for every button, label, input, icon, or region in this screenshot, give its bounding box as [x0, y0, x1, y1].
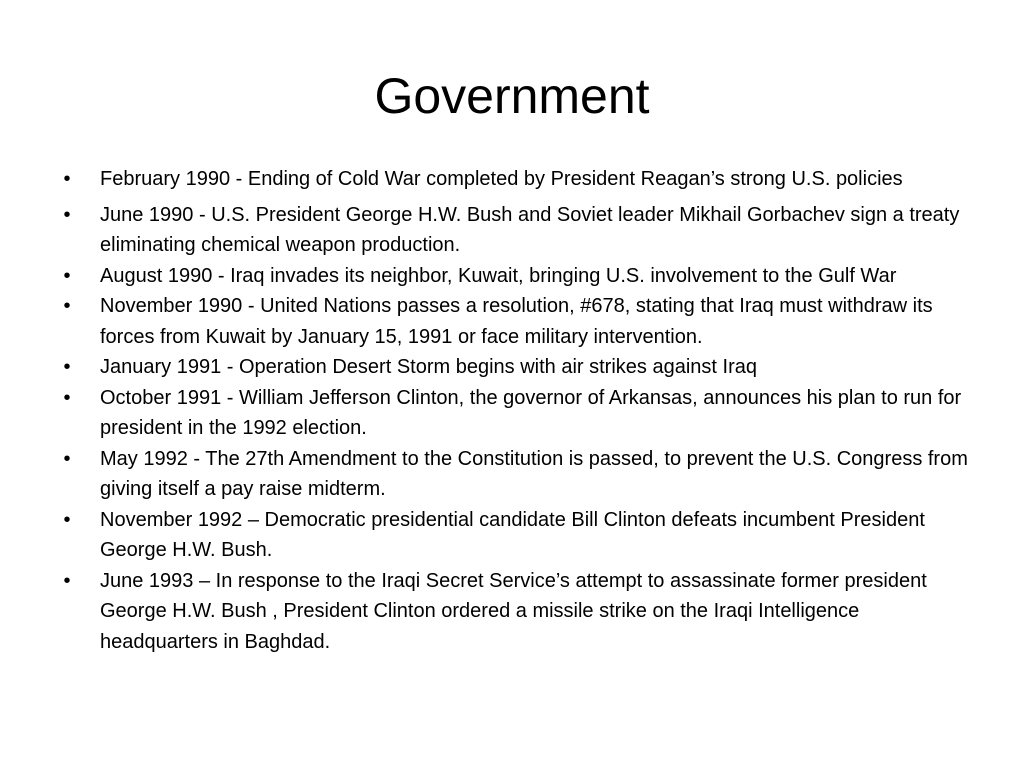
bullet-item: [58, 566, 974, 658]
bullet-text: May 1992 - The 27th Amendment to the Constitution is passed, to prevent the U.S. Congress from giving itself a pay raise midterm.: [100, 447, 968, 500]
bullet-item: [58, 444, 974, 505]
bullet-item: [58, 352, 974, 383]
bullet-item: [58, 261, 974, 292]
bullet-item: [58, 505, 974, 566]
bullet-icon: •: [63, 168, 71, 190]
bullet-list: [58, 164, 974, 657]
bullet-icon: •: [63, 356, 71, 378]
bullet-item: [58, 164, 974, 195]
bullet-item: [58, 200, 974, 261]
bullet-icon: •: [63, 295, 71, 317]
bullet-text: October 1991 - William Jefferson Clinton, the governor of Arkansas, announces his plan to run for president in the 1992 election.: [100, 386, 962, 439]
bullet-item: [58, 291, 974, 352]
bullet-icon: •: [63, 386, 71, 409]
bullet-text: November 1992 – Democratic presidential candidate Bill Clinton defeats incumbent President George H.W. Bush.: [100, 508, 925, 561]
bullet-text: June 1990 - U.S. President George H.W. Bush and Soviet leader Mikhail Gorbachev sign a treaty eliminating chemical weapon production.: [100, 203, 960, 256]
bullet-item: [58, 383, 974, 444]
slide-title: Government: [374, 68, 650, 124]
bullet-text: June 1993 – In response to the Iraqi Secret Service’s attempt to assassinate former president George H.W. Bush , President Clinton ordered a missile strike on the Iraqi Intelligence headquarters in Baghdad.: [100, 569, 927, 653]
bullet-icon: •: [63, 203, 71, 226]
bullet-text: November 1990 - United Nations passes a resolution, #678, stating that Iraq must withdraw its forces from Kuwait by January 15, 1991 or face military intervention.: [100, 295, 933, 348]
bullet-icon: •: [63, 508, 71, 531]
bullet-text: August 1990 - Iraq invades its neighbor, Kuwait, bringing U.S. involvement to the Gulf War: [100, 264, 897, 287]
bullet-text: January 1991 - Operation Desert Storm begins with air strikes against Iraq: [100, 356, 757, 378]
bullet-icon: •: [63, 569, 71, 592]
bullet-icon: •: [63, 264, 71, 287]
bullet-text: February 1990 - Ending of Cold War completed by President Reagan’s strong U.S. policies: [100, 168, 903, 190]
bullet-icon: •: [63, 447, 71, 470]
